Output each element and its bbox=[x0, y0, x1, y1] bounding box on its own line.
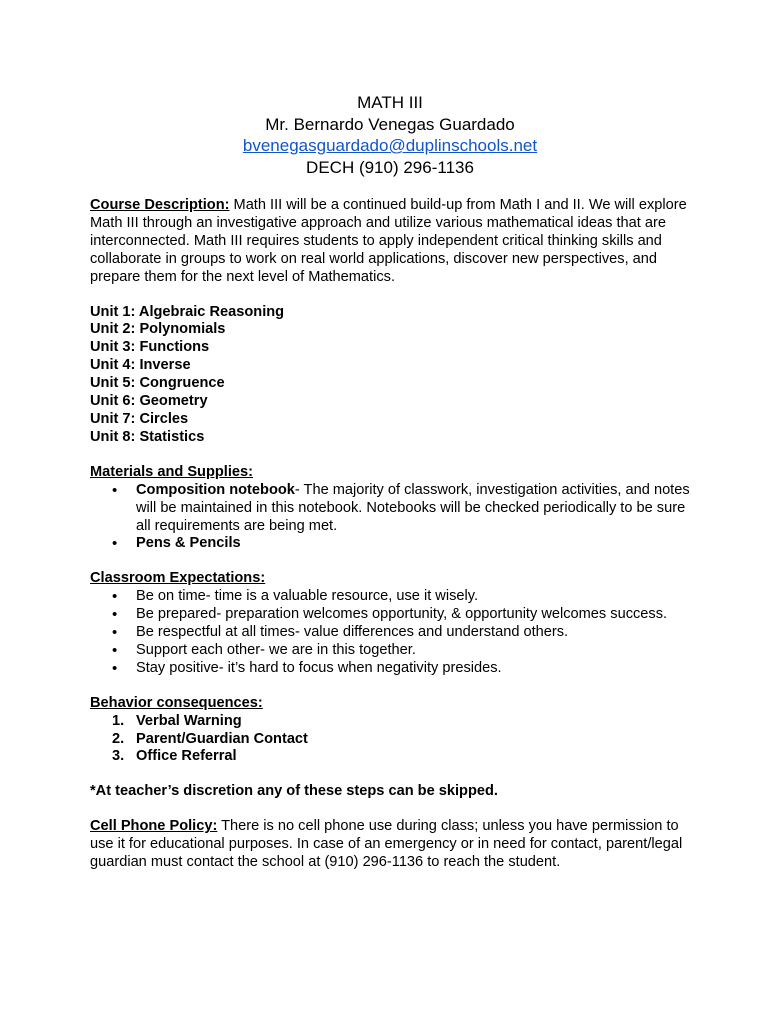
cell-phone-policy bbox=[90, 818, 690, 872]
list-item bbox=[90, 606, 690, 624]
consequences-title: Behavior consequences: bbox=[90, 694, 263, 711]
list-item bbox=[90, 588, 690, 606]
material-desc: - The majority of classwork, investigation activities, and notes will be maintained in this notebook. Notebooks will be checked periodically to be sure all requirements are being met. bbox=[136, 481, 690, 534]
material-name: Composition notebook bbox=[136, 481, 295, 498]
teacher-email-link[interactable]: bvenegasguardado@duplinschools.net bbox=[242, 136, 538, 155]
consequence-text: Verbal Warning bbox=[136, 712, 242, 729]
list-item bbox=[90, 535, 690, 553]
expectation-text: Be on time- time is a valuable resource, use it wisely. bbox=[136, 588, 479, 605]
bullet-marker: • bbox=[112, 535, 118, 553]
school-phone: DECH (910) 296-1136 bbox=[306, 157, 474, 177]
list-item bbox=[90, 713, 690, 731]
list-item bbox=[90, 482, 690, 536]
syllabus-header bbox=[80, 92, 700, 178]
list-item bbox=[90, 748, 690, 766]
unit-item: Unit 7: Circles bbox=[90, 410, 189, 427]
bullet-marker: • bbox=[112, 624, 118, 642]
unit-item: Unit 1: Algebraic Reasoning bbox=[90, 303, 285, 320]
expectation-text: Stay positive- it’s hard to focus when negativity presides. bbox=[136, 659, 502, 676]
expectation-text: Be respectful at all times- value differences and understand others. bbox=[136, 624, 569, 641]
unit-list bbox=[90, 304, 690, 447]
expectation-text: Be prepared- preparation welcomes opportunity, & opportunity welcomes success. bbox=[136, 606, 668, 623]
syllabus-page bbox=[90, 92, 690, 872]
bullet-marker: • bbox=[112, 481, 118, 499]
bullet-marker: • bbox=[112, 606, 118, 624]
bullet-marker: • bbox=[112, 588, 118, 606]
unit-item: Unit 3: Functions bbox=[90, 339, 210, 356]
unit-item: Unit 6: Geometry bbox=[90, 393, 208, 410]
number-marker: 2. bbox=[112, 730, 125, 747]
course-description-text: Math III will be a continued build-up from Math I and II. We will explore Math III through an investigative approach and utilize various mathematical ideas that are interconnected. Math III requires students to apply independent critical thinking skills and collaborate in groups to work on real world applications, discover new perspectives, and prepare them for the next level of Mathematics. bbox=[90, 197, 687, 285]
expectations-title: Classroom Expectations: bbox=[90, 570, 266, 587]
materials-title: Materials and Supplies: bbox=[90, 463, 254, 480]
consequences-list bbox=[90, 713, 690, 767]
teacher-name: Mr. Bernardo Venegas Guardado bbox=[265, 114, 515, 134]
number-marker: 1. bbox=[112, 712, 125, 729]
expectations-list bbox=[90, 588, 690, 678]
consequence-text: Office Referral bbox=[136, 748, 237, 765]
material-name: Pens & Pencils bbox=[136, 535, 241, 552]
list-item bbox=[90, 660, 690, 678]
cell-phone-text: There is no cell phone use during class; unless you have permission to use it for educational purposes. In case of an emergency or in need for contact, parent/legal guardian must contact the school at (910) 296-1136 to reach the student. bbox=[90, 818, 683, 871]
course-description bbox=[90, 197, 690, 287]
unit-item: Unit 2: Polynomials bbox=[90, 321, 226, 338]
bullet-marker: • bbox=[112, 659, 118, 677]
course-title: MATH III bbox=[357, 93, 423, 112]
cell-phone-label: Cell Phone Policy: bbox=[90, 818, 218, 835]
unit-item: Unit 8: Statistics bbox=[90, 428, 205, 445]
list-item bbox=[90, 731, 690, 749]
list-item bbox=[90, 624, 690, 642]
bullet-marker: • bbox=[112, 641, 118, 659]
number-marker: 3. bbox=[112, 748, 125, 765]
unit-item: Unit 5: Congruence bbox=[90, 375, 225, 392]
expectation-text: Support each other- we are in this together. bbox=[136, 641, 416, 658]
list-item bbox=[90, 642, 690, 660]
unit-item: Unit 4: Inverse bbox=[90, 357, 191, 374]
discretion-note: *At teacher’s discretion any of these steps can be skipped. bbox=[90, 783, 498, 800]
materials-list bbox=[90, 482, 690, 554]
course-description-label: Course Description: bbox=[90, 197, 230, 213]
consequence-text: Parent/Guardian Contact bbox=[136, 730, 308, 747]
